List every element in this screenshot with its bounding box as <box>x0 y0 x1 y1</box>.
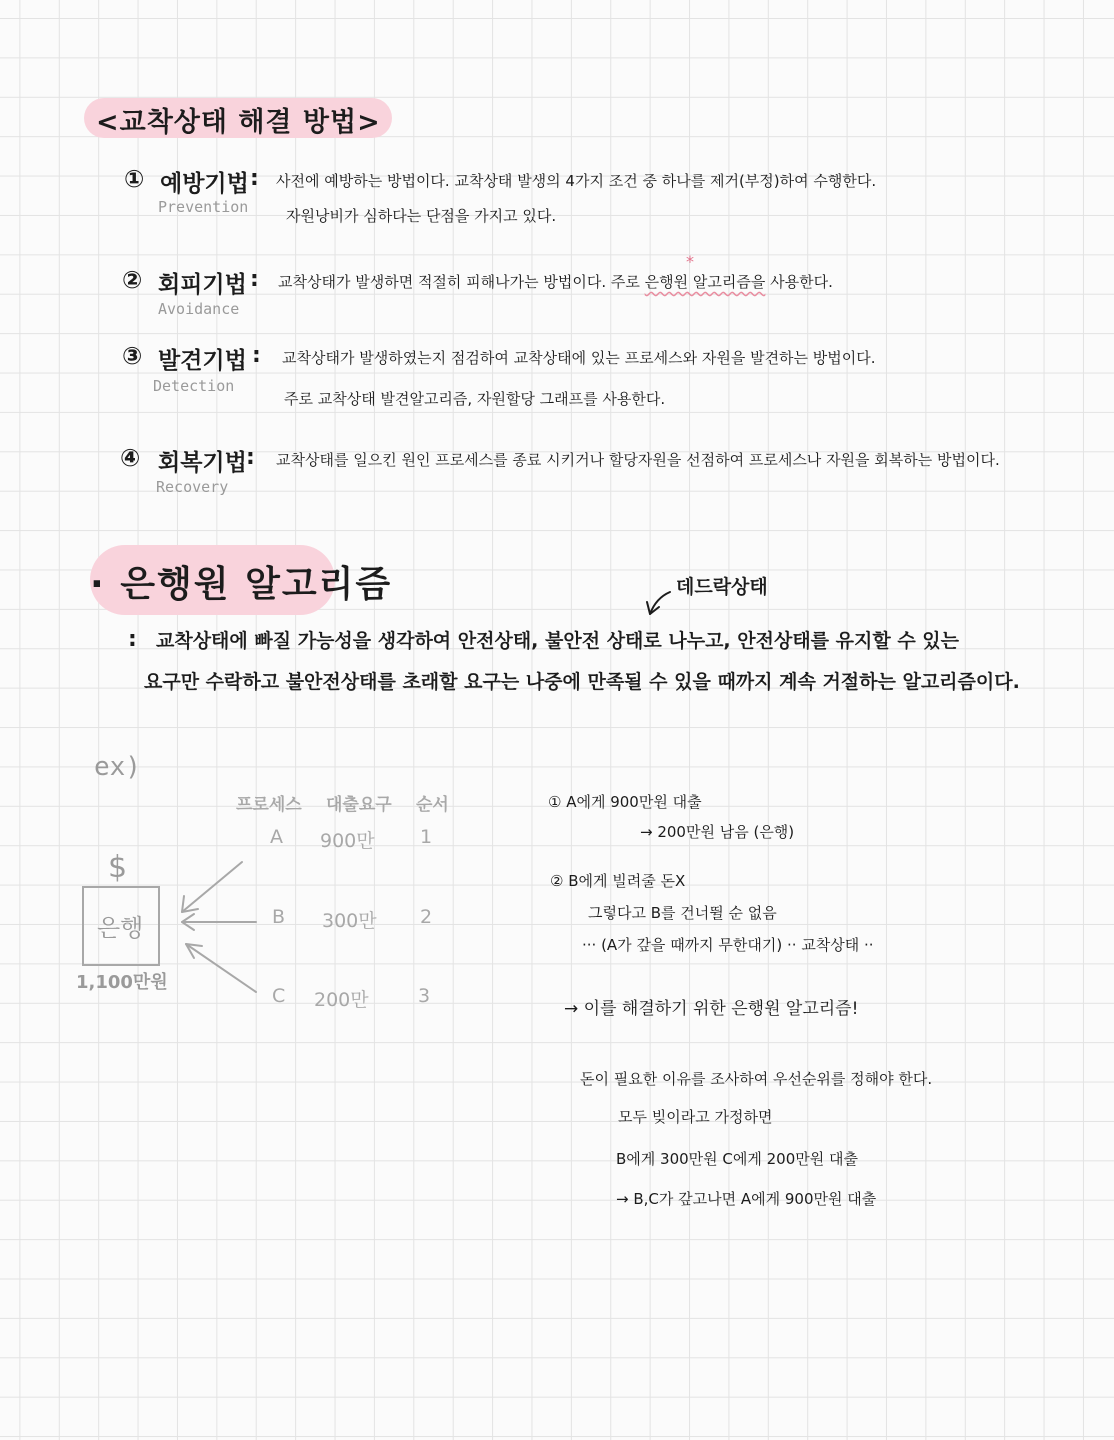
desc-text: 교착상태가 발생하면 적절히 피해나가는 방법이다. 주로 <box>278 273 645 291</box>
table-cell: 2 <box>420 906 433 928</box>
method-name: 회복기법 <box>158 450 247 476</box>
method-english: Prevention <box>158 198 249 216</box>
star-icon: * <box>686 252 694 271</box>
method-number: ② <box>122 266 143 294</box>
section-desc-line: 요구만 수락하고 불안전상태를 초래할 요구는 나중에 만족될 수 있을 때까지 계속 거절하는 알고리즘이다. <box>144 671 1020 693</box>
note-line: ··· (A가 갚을 때까지 무한대기) ·· 교착상태 ·· <box>582 936 874 954</box>
desc-text: 사용한다. <box>765 273 833 291</box>
method-english: Recovery <box>156 478 229 496</box>
arrow-c-to-bank <box>186 944 256 992</box>
method-desc-line: 주로 교착상태 발견알고리즘, 자원할당 그래프를 사용한다. <box>284 390 666 408</box>
method-number: ① <box>124 165 145 193</box>
page-title: <교착상태 해결 방법> <box>96 107 381 138</box>
method-colon: : <box>246 445 255 470</box>
example-label: ex) <box>94 752 141 782</box>
note-line: ① A에게 900만원 대출 <box>548 793 702 811</box>
note-line: 그렇다고 B를 건너뛸 순 없음 <box>588 904 777 922</box>
table-cell: 1 <box>420 826 433 848</box>
method-colon: : <box>250 166 259 191</box>
table-cell: 300만 <box>322 910 377 932</box>
method-number: ③ <box>122 342 143 370</box>
method-english: Detection <box>153 377 235 395</box>
section-title: · 은행원 알고리즘 <box>90 564 393 605</box>
deadlock-annotation: 데드락상태 <box>676 576 768 598</box>
column-header: 대출요구 <box>326 795 392 815</box>
note-line: ② B에게 빌려줄 돈X <box>550 872 686 890</box>
method-english: Avoidance <box>158 300 240 318</box>
method-name: 예방기법 <box>160 171 249 197</box>
table-cell: C <box>272 985 286 1007</box>
column-header: 순서 <box>416 795 449 815</box>
method-desc-line: 사전에 예방하는 방법이다. 교착상태 발생의 4가지 조건 중 하나를 제거(부정)하여 수행한다. <box>276 172 877 190</box>
arrow-a-to-bank <box>182 862 242 912</box>
section-colon: : <box>128 627 137 652</box>
table-cell: 3 <box>418 985 431 1007</box>
method-desc-line: 교착상태가 발생하였는지 점검하여 교착상태에 있는 프로세스와 자원을 발견하는 방법이다. <box>282 349 876 367</box>
note-line: 돈이 필요한 이유를 조사하여 우선순위를 정해야 한다. <box>580 1070 933 1088</box>
method-colon: : <box>250 267 259 292</box>
note-line: → 200만원 남음 (은행) <box>640 823 795 841</box>
method-number: ④ <box>120 444 141 472</box>
note-line: 모두 빚이라고 가정하면 <box>618 1108 773 1126</box>
method-desc-line: 자원낭비가 심하다는 단점을 가지고 있다. <box>286 207 557 225</box>
column-header: 프로세스 <box>236 795 302 815</box>
table-cell: 900만 <box>320 830 375 852</box>
method-desc-line: 교착상태를 일으킨 원인 프로세스를 종료 시키거나 할당자원을 선점하여 프로세스나 자원을 회복하는 방법이다. <box>276 451 1000 469</box>
bankers-algorithm-highlight: 은행원 알고리즘을 <box>644 273 766 291</box>
table-cell: A <box>270 826 283 848</box>
method-name: 발견기법 <box>158 348 247 374</box>
bank-label: 은행 <box>97 914 144 942</box>
section-desc-line: 교착상태에 빠질 가능성을 생각하여 안전상태, 불안전 상태로 나누고, 안전상태를 유지할 수 있는 <box>156 630 960 652</box>
table-cell: B <box>272 906 286 928</box>
bank-amount: 1,100만원 <box>76 972 168 993</box>
note-line: B에게 300만원 C에게 200만원 대출 <box>616 1150 858 1168</box>
note-line: → B,C가 갚고나면 A에게 900만원 대출 <box>616 1190 877 1208</box>
table-cell: 200만 <box>314 989 369 1011</box>
note-line: → 이를 해결하기 위한 은행원 알고리즘! <box>564 999 859 1019</box>
method-name: 회피기법 <box>158 272 247 298</box>
dollar-icon: $ <box>108 850 128 885</box>
method-colon: : <box>252 343 261 368</box>
